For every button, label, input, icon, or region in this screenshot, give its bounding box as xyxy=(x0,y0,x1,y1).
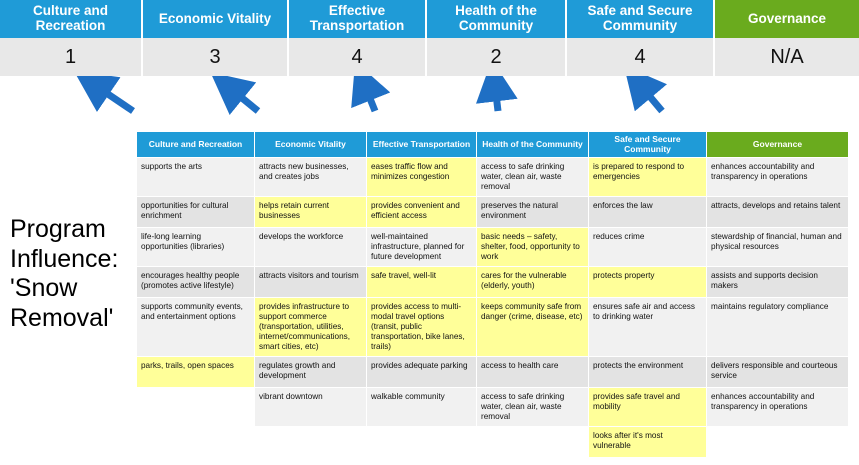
matrix-cell: provides adequate parking xyxy=(367,357,477,388)
arrow-icon-4 xyxy=(495,86,498,111)
matrix-cell: preserves the natural environment xyxy=(477,197,589,228)
score-cell-1: 3 xyxy=(143,38,289,76)
arrow-icon-1 xyxy=(96,86,133,111)
matrix-cell: access to safe drinking water, clean air, waste removal xyxy=(477,388,589,427)
matrix-cell xyxy=(367,427,477,458)
header-cell-4: Safe and Secure Community xyxy=(567,0,715,38)
scorecard-header-band xyxy=(0,0,859,38)
matrix-cell: life-long learning opportunities (libraries) xyxy=(137,228,255,267)
matrix-cell xyxy=(255,427,367,458)
matrix-cell: access to health care xyxy=(477,357,589,388)
matrix-cell: cares for the vulnerable (elderly, youth) xyxy=(477,267,589,298)
matrix-row xyxy=(137,357,849,388)
matrix-cell: assists and supports decision makers xyxy=(707,267,849,298)
matrix-col-header-1: Economic Vitality xyxy=(255,132,367,158)
matrix-cell: reduces crime xyxy=(589,228,707,267)
matrix-cell: well-maintained infrastructure, planned for future development xyxy=(367,228,477,267)
matrix-col-header-3: Health of the Community xyxy=(477,132,589,158)
matrix-row xyxy=(137,388,849,427)
score-cell-2: 4 xyxy=(289,38,427,76)
matrix-cell: provides access to multi-modal travel options (transit, public transportation, bike lanes, trails) xyxy=(367,298,477,357)
matrix-cell: vibrant downtown xyxy=(255,388,367,427)
matrix-body xyxy=(137,158,849,458)
matrix-row xyxy=(137,228,849,267)
score-cell-0: 1 xyxy=(0,38,143,76)
influence-matrix xyxy=(136,131,849,458)
matrix-cell: supports the arts xyxy=(137,158,255,197)
matrix-col-header-4: Safe and Secure Community xyxy=(589,132,707,158)
header-cell-2: Effective Transportation xyxy=(289,0,427,38)
matrix-cell: attracts, develops and retains talent xyxy=(707,197,849,228)
matrix-row xyxy=(137,267,849,298)
matrix-cell: looks after it's most vulnerable xyxy=(589,427,707,458)
score-cell-3: 2 xyxy=(427,38,567,76)
arrow-icon-3 xyxy=(365,86,375,111)
matrix-col-header-5: Governance xyxy=(707,132,849,158)
caption-line-3: 'Snow xyxy=(10,274,78,302)
program-influence-caption xyxy=(10,215,135,333)
matrix-row xyxy=(137,427,849,458)
matrix-cell xyxy=(137,427,255,458)
matrix-cell: maintains regulatory compliance xyxy=(707,298,849,357)
matrix-cell: protects the environment xyxy=(589,357,707,388)
matrix-cell: access to safe drinking water, clean air, waste removal xyxy=(477,158,589,197)
matrix-col-header-2: Effective Transportation xyxy=(367,132,477,158)
score-cell-5: N/A xyxy=(715,38,859,76)
matrix-cell xyxy=(707,427,849,458)
matrix-header-row xyxy=(137,132,849,158)
arrow-icon-5 xyxy=(641,86,662,111)
matrix-row xyxy=(137,197,849,228)
arrow-group xyxy=(0,76,859,130)
header-cell-0: Culture and Recreation xyxy=(0,0,143,38)
matrix-cell: enhances accountability and transparency in operations xyxy=(707,388,849,427)
matrix-cell: develops the workforce xyxy=(255,228,367,267)
matrix-cell: walkable community xyxy=(367,388,477,427)
matrix-cell: delivers responsible and courteous service xyxy=(707,357,849,388)
matrix-cell: supports community events, and entertainment options xyxy=(137,298,255,357)
matrix-cell: regulates growth and development xyxy=(255,357,367,388)
scorecard-score-band xyxy=(0,38,859,76)
header-cell-5: Governance xyxy=(715,0,859,38)
caption-line-2: Influence: xyxy=(10,244,119,273)
matrix-cell: provides convenient and efficient access xyxy=(367,197,477,228)
matrix-cell xyxy=(477,427,589,458)
matrix-cell: ensures safe air and access to drinking water xyxy=(589,298,707,357)
matrix-cell: protects property xyxy=(589,267,707,298)
matrix-cell: basic needs – safety, shelter, food, opportunity to work xyxy=(477,228,589,267)
arrow-icon-2 xyxy=(231,89,258,111)
matrix-cell: provides safe travel and mobility xyxy=(589,388,707,427)
matrix-cell: eases traffic flow and minimizes congestion xyxy=(367,158,477,197)
matrix-cell: opportunities for cultural enrichment xyxy=(137,197,255,228)
score-cell-4: 4 xyxy=(567,38,715,76)
matrix-cell: is prepared to respond to emergencies xyxy=(589,158,707,197)
matrix-cell: encourages healthy people (promotes active lifestyle) xyxy=(137,267,255,298)
matrix-col-header-0: Culture and Recreation xyxy=(137,132,255,158)
matrix-cell: enforces the law xyxy=(589,197,707,228)
matrix-cell: attracts new businesses, and creates jobs xyxy=(255,158,367,197)
matrix-cell: enhances accountability and transparency in operations xyxy=(707,158,849,197)
matrix-row xyxy=(137,298,849,357)
matrix-cell: attracts visitors and tourism xyxy=(255,267,367,298)
matrix-cell: stewardship of financial, human and physical resources xyxy=(707,228,849,267)
header-cell-3: Health of the Community xyxy=(427,0,567,38)
matrix-cell xyxy=(137,388,255,427)
header-cell-1: Economic Vitality xyxy=(143,0,289,38)
matrix-cell: parks, trails, open spaces xyxy=(137,357,255,388)
caption-line-1: Program xyxy=(10,215,106,243)
matrix-cell: provides infrastructure to support commerce (transportation, utilities, internet/communications, smart cities, etc) xyxy=(255,298,367,357)
matrix-row xyxy=(137,158,849,197)
matrix-cell: safe travel, well-lit xyxy=(367,267,477,298)
caption-line-4: Removal' xyxy=(10,303,114,332)
matrix-cell: keeps community safe from danger (crime, disease, etc) xyxy=(477,298,589,357)
matrix-cell: helps retain current businesses xyxy=(255,197,367,228)
